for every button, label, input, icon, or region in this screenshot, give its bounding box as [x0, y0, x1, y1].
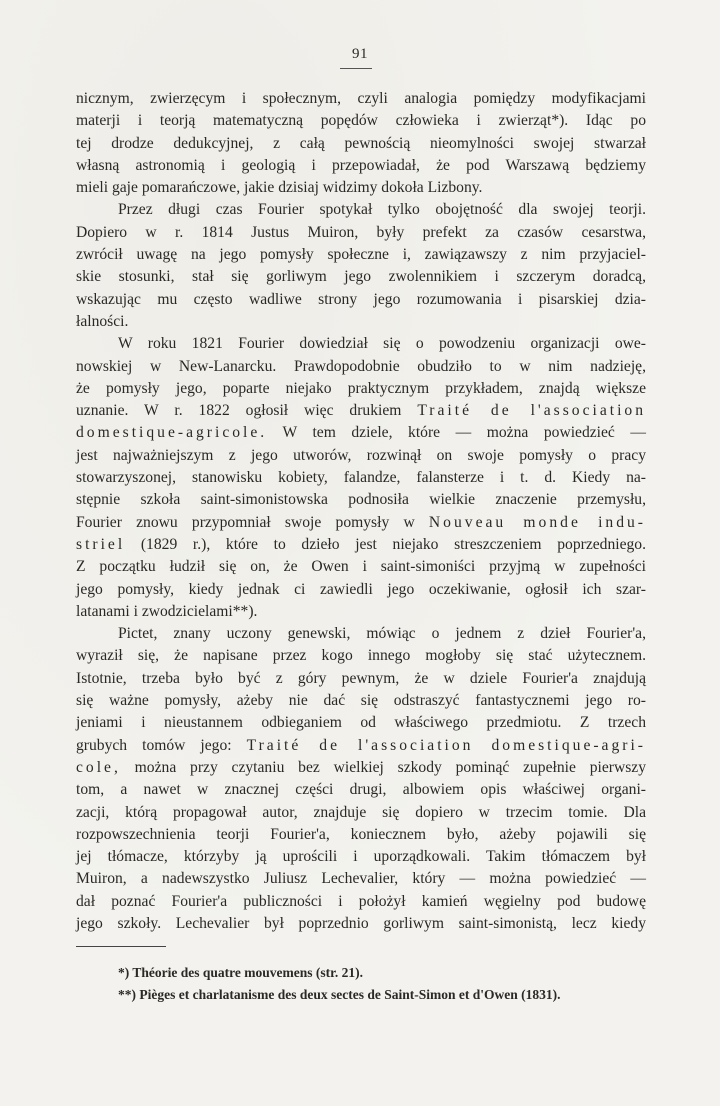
- footnote: **) Pièges et charlatanisme des deux sectes de Saint-Simon et d'Owen (1831).: [118, 987, 561, 1002]
- spaced-title: cole,: [76, 758, 121, 776]
- text-line: Istotnie, trzeba było być z góry pewnym, że w dziele Fourier'a znajdują: [76, 669, 646, 687]
- text-line: dał poznać Fourier'a publiczności i położył kamień węgielny pod budowę: [76, 892, 646, 910]
- text-line: Muiron, a nadewszystko Juliusz Lechevalier, który — można powiedzieć —: [76, 870, 646, 888]
- body-text: [76, 88, 646, 935]
- paragraph: [76, 88, 646, 199]
- text-line: jest najważniejszym z jego utworów, rozwinął on swoje pomysły o pracy: [76, 446, 646, 464]
- text-line: jeniami i nieustannem odbieganiem od właściwego przedmiotu. Z trzech: [76, 714, 646, 732]
- text-line: łalności.: [76, 312, 129, 330]
- text-line: cole, można przy czytaniu bez wielkiej szkody pominąć zupełnie pierwszy: [76, 758, 646, 776]
- text-line: Fourier znowu przypomniał swoje pomysły w Nouveau monde indu-: [76, 513, 646, 531]
- text-line: zwrócił uwagę na jego pomysły społeczne i, zawiązawszy z nim przyjaciel-: [76, 246, 646, 264]
- text-line: się ważne pomysły, ażeby nie dać się odstraszyć fantastycznemi jego ro-: [76, 692, 646, 710]
- text-line: W roku 1821 Fourier dowiedział się o powodzeniu organizacji owe-: [118, 335, 646, 353]
- text-line: wskazując mu często wadliwe strony jego rozumowania i pisarskiej dzia-: [76, 290, 646, 308]
- paragraph: [76, 333, 646, 623]
- text-line: jego szkoły. Lechevalier był poprzednio gorliwym saint-simonistą, lecz kiedy: [76, 914, 646, 932]
- spaced-title: Nouveau monde indu-: [428, 513, 646, 531]
- footnote-divider: [76, 946, 166, 947]
- text-line: striel (1829 r.), które to dzieło jest niejako streszczeniem poprzedniego.: [76, 535, 646, 553]
- text-line: latanami i zwodzicielami**).: [76, 602, 258, 620]
- text-line: rozpowszechnienia teorji Fourier'a, koniecznem było, ażeby pojawili się: [76, 825, 646, 843]
- text-line: skie stosunki, stał się gorliwym jego zwolennikiem i szczerym doradcą,: [76, 268, 646, 286]
- text-line: Przez długi czas Fourier spotykał tylko obojętność dla swojej teorji.: [118, 201, 646, 219]
- spaced-title: domestique-agricole.: [76, 424, 268, 442]
- text-line: własną astronomią i geologią i przepowiadał, że pod Warszawą będziemy: [76, 156, 646, 174]
- text-line: zacji, którą propagował autor, znajduje się dopiero w trzecim tomie. Dla: [76, 803, 646, 821]
- text-line: Pictet, znany uczony genewski, mówiąc o jednem z dzieł Fourier'a,: [118, 625, 646, 643]
- spaced-title: Traité de l'association domestique-agri-: [246, 736, 646, 754]
- footnote: *) Théorie des quatre mouvemens (str. 21).: [118, 965, 363, 980]
- text-line: że pomysły jego, poparte niejako praktycznym przykładem, znajdą większe: [76, 379, 646, 397]
- paragraph: [76, 623, 646, 935]
- spaced-title: striel: [76, 535, 126, 553]
- page-number: 91: [352, 46, 368, 62]
- text-line: jego pomysły, kiedy jednak ci zawiedli jego oczekiwanie, ogłosił ich szar-: [76, 580, 646, 598]
- text-line: tej drodze dedukcyjnej, z całą pewnością nieomylności swojej stwarzał: [76, 134, 646, 152]
- paragraph: [76, 199, 646, 333]
- footnotes: [118, 962, 658, 1006]
- spaced-title: Traité de l'association: [417, 402, 647, 420]
- text-line: nowskiej w New-Lanarcku. Prawdopodobnie obudziło to w nim nadzieję,: [76, 357, 646, 375]
- text-line: mieli gaje pomarańczowe, jakie dzisiaj widzimy dokoła Lizbony.: [76, 179, 483, 197]
- text-line: Z początku łudził się on, że Owen i saint-simoniści przyjmą w zupełności: [76, 558, 646, 576]
- text-line: uznanie. W r. 1822 ogłosił więc drukiem Traité de l'association: [76, 402, 647, 420]
- text-line: domestique-agricole. W tem dziele, które — można powiedzieć —: [76, 424, 646, 442]
- text-line: tom, a nawet w znacznej części drugi, albowiem opis właściwej organi-: [76, 781, 646, 799]
- text-line: Dopiero w r. 1814 Justus Muiron, były prefekt za czasów cesarstwa,: [76, 223, 646, 241]
- text-line: jej tłómacze, którzyby ją uprościli i uporządkowali. Takim tłómaczem był: [76, 848, 646, 866]
- text-line: grubych tomów jego: Traité de l'association domestique-agri-: [76, 736, 646, 754]
- text-line: stowarzyszonej, stanowisku kobiety, falandze, falansterze i t. d. Kiedy na-: [76, 469, 646, 487]
- page-number-underline: [340, 68, 372, 69]
- text-line: wyraził się, że napisane przez kogo innego mogłoby się stać użytecznem.: [76, 647, 646, 665]
- text-line: nicznym, zwierzęcym i społecznym, czyli analogia pomiędzy modyfikacjami: [76, 90, 646, 107]
- text-line: materji i teorją matematyczną popędów człowieka i zwierząt*). Idąc po: [76, 112, 646, 130]
- text-line: stępnie szkoła saint-simonistowska podnosiła wielkie znaczenie przemysłu,: [76, 491, 646, 509]
